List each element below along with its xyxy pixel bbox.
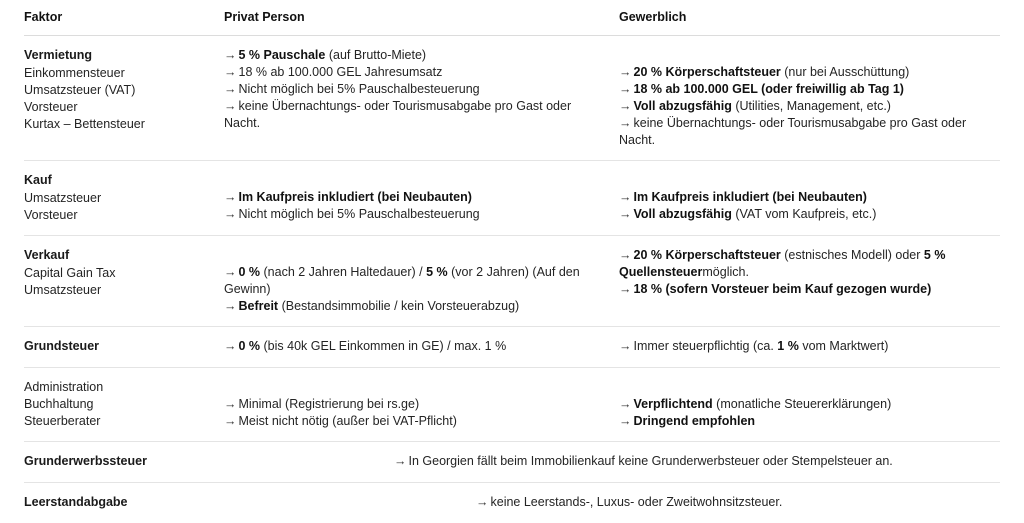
- bullet-bold: 20 % Körperschaftsteuer: [633, 65, 781, 79]
- arrow-icon: →: [619, 116, 632, 130]
- row-gewerblich-cell: [619, 47, 1000, 149]
- factor-title: Verkauf: [24, 248, 70, 262]
- row-gewerblich-cell: [619, 379, 1000, 430]
- bullet-bold: 5 % Pauschale: [238, 48, 326, 62]
- bullet-line: [619, 206, 1000, 223]
- table-header-row: [24, 0, 1000, 36]
- row-gewerblich-cell: [619, 338, 1000, 355]
- factor-title: Grundsteuer: [24, 339, 100, 353]
- bullet-bold: 0 %: [238, 339, 261, 353]
- bullet-bold: Im Kaufpreis inkludiert (bei Neubauten): [238, 190, 472, 204]
- bullet-bold: Voll abzugsfähig: [633, 207, 732, 221]
- bullet-line: [394, 453, 1000, 470]
- bullet-text: 18 % ab 100.000 GEL Jahresumsatz: [238, 65, 443, 79]
- arrow-icon: →: [224, 82, 237, 96]
- factor-line: Administration: [24, 380, 104, 394]
- arrow-icon: →: [619, 248, 632, 262]
- bullet-line: [476, 494, 1000, 511]
- arrow-icon: →: [224, 65, 237, 79]
- bullet-bold: 20 % Körperschaftsteuer: [633, 248, 781, 262]
- arrow-icon: →: [224, 339, 237, 353]
- arrow-icon: →: [224, 414, 237, 428]
- arrow-icon: →: [394, 454, 407, 468]
- arrow-icon: →: [224, 397, 237, 411]
- bullet-line: [619, 98, 1000, 115]
- bullet-line: [224, 298, 603, 315]
- bullet-bold: 18 % (sofern Vorsteuer beim Kauf gezogen wurde): [633, 282, 932, 296]
- bullet-text: (nur bei Ausschüttung): [780, 65, 910, 79]
- bullet-text: (VAT vom Kaufpreis, etc.): [731, 207, 877, 221]
- bullet-bold: Verpflichtend: [633, 397, 713, 411]
- bullet-text: möglich.: [702, 265, 749, 279]
- bullet-line: [224, 338, 603, 355]
- factor-line: Einkommensteuer: [24, 66, 125, 80]
- arrow-icon: →: [224, 99, 237, 113]
- row-gewerblich-cell: [619, 172, 1000, 223]
- row-gewerblich-cell: [619, 247, 1000, 298]
- bullet-text: keine Übernachtungs- oder Tourismusabgabe pro Gast oder Nacht.: [224, 99, 572, 130]
- bullet-text: Nicht möglich bei 5% Pauschalbesteuerung: [238, 207, 480, 221]
- bullet-line: [619, 189, 1000, 206]
- factor-line: Capital Gain Tax: [24, 266, 116, 280]
- bullet-bold: Quellensteuer: [619, 265, 703, 279]
- row-privat-cell: [224, 379, 619, 430]
- row-privat-cell: [224, 47, 619, 132]
- row-wide-cell: [224, 453, 1000, 470]
- bullet-bold-2: 1 %: [777, 339, 799, 353]
- arrow-icon: →: [619, 397, 632, 411]
- row-privat-cell: [224, 172, 619, 223]
- bullet-line: [224, 396, 603, 413]
- bullet-text: keine Leerstands-, Luxus- oder Zweitwohnsitzsteuer.: [490, 495, 783, 509]
- bullet-text: Meist nicht nötig (außer bei VAT-Pflicht): [238, 414, 457, 428]
- bullet-line: [619, 338, 1000, 355]
- table-row: [24, 161, 1000, 236]
- table-row: [24, 327, 1000, 368]
- arrow-icon: →: [224, 48, 237, 62]
- row-factor-cell: [24, 379, 224, 430]
- table-row: [24, 442, 1000, 483]
- bullet-bold: 18 % ab 100.000 GEL (oder freiwillig ab Tag 1): [633, 82, 904, 96]
- bullet-text: keine Übernachtungs- oder Tourismusabgabe pro Gast oder Nacht.: [619, 116, 967, 147]
- bullet-line: [619, 247, 1000, 264]
- bullet-line: [224, 413, 603, 430]
- bullet-text: (monatliche Steuererklärungen): [712, 397, 892, 411]
- column-header-factor: Faktor: [24, 10, 63, 24]
- column-header-gewerblich: Gewerblich: [619, 10, 687, 24]
- row-factor-cell: [24, 453, 224, 471]
- table-row: [24, 368, 1000, 442]
- bullet-line: [224, 206, 603, 223]
- factor-title: Vermietung: [24, 48, 93, 62]
- bullet-line: [619, 396, 1000, 413]
- factor-line: Vorsteuer: [24, 100, 78, 114]
- column-header-privat: Privat Person: [224, 10, 305, 24]
- arrow-icon: →: [619, 99, 632, 113]
- row-factor-cell: [24, 338, 224, 356]
- arrow-icon: →: [224, 265, 237, 279]
- arrow-icon: →: [224, 207, 237, 221]
- bullet-bold: 0 %: [238, 265, 261, 279]
- bullet-bold-2: 5 %: [426, 265, 448, 279]
- bullet-text: Minimal (Registrierung bei rs.ge): [238, 397, 420, 411]
- arrow-icon: →: [619, 207, 632, 221]
- bullet-bold-2: 5 %: [923, 248, 946, 262]
- bullet-line: [224, 264, 603, 298]
- factor-line: Kurtax – Bettensteuer: [24, 117, 145, 131]
- table-row: [24, 36, 1000, 161]
- row-factor-cell: [24, 494, 224, 512]
- bullet-text-2: vom Marktwert): [798, 339, 889, 353]
- bullet-line: [619, 115, 1000, 149]
- bullet-line: [224, 64, 603, 81]
- bullet-bold: Dringend empfohlen: [633, 414, 756, 428]
- arrow-icon: →: [619, 339, 632, 353]
- arrow-icon: →: [224, 299, 237, 313]
- arrow-icon: →: [619, 282, 632, 296]
- arrow-icon: →: [619, 82, 632, 96]
- bullet-line: [619, 281, 1000, 298]
- table-row: [24, 236, 1000, 327]
- bullet-bold: Voll abzugsfähig: [633, 99, 732, 113]
- factor-title: Leerstandabgabe: [24, 495, 128, 509]
- bullet-text: In Georgien fällt beim Immobilienkauf keine Grunderwerbsteuer oder Stempelsteuer an.: [408, 454, 893, 468]
- bullet-bold: Befreit: [238, 299, 279, 313]
- row-factor-cell: [24, 47, 224, 133]
- bullet-line: [224, 81, 603, 98]
- bullet-text: Nicht möglich bei 5% Pauschalbesteuerung: [238, 82, 480, 96]
- bullet-line: [224, 47, 603, 64]
- bullet-text: (estnisches Modell) oder: [780, 248, 924, 262]
- bullet-line: [619, 64, 1000, 81]
- arrow-icon: →: [619, 190, 632, 204]
- row-wide-cell: [224, 494, 1000, 511]
- bullet-text: (Utilities, Management, etc.): [731, 99, 891, 113]
- bullet-line: [619, 413, 1000, 430]
- bullet-text-2: (vor 2 Jahren) (Auf den Gewinn): [224, 265, 580, 296]
- arrow-icon: →: [224, 190, 237, 204]
- bullet-text: (nach 2 Jahren Haltedauer) /: [260, 265, 427, 279]
- factor-title: Kauf: [24, 173, 52, 187]
- row-privat-cell: [224, 247, 619, 315]
- bullet-text: (Bestandsimmobilie / kein Vorsteuerabzug): [278, 299, 520, 313]
- factor-line: Umsatzsteuer (VAT): [24, 83, 136, 97]
- factor-line: Buchhaltung: [24, 397, 94, 411]
- factor-line: Steuerberater: [24, 414, 101, 428]
- factor-line: Umsatzsteuer: [24, 191, 102, 205]
- row-factor-cell: [24, 247, 224, 299]
- bullet-line: [224, 98, 603, 132]
- factor-line: Umsatzsteuer: [24, 283, 102, 297]
- bullet-text: (bis 40k GEL Einkommen in GE) / max. 1 %: [260, 339, 507, 353]
- arrow-icon: →: [619, 414, 632, 428]
- row-privat-cell: [224, 338, 619, 355]
- bullet-line: [619, 81, 1000, 98]
- bullet-bold: Im Kaufpreis inkludiert (bei Neubauten): [633, 190, 867, 204]
- bullet-text: (auf Brutto-Miete): [325, 48, 427, 62]
- bullet-text: Immer steuerpflichtig (ca.: [633, 339, 778, 353]
- arrow-icon: →: [476, 495, 489, 509]
- row-factor-cell: [24, 172, 224, 224]
- table-row: [24, 483, 1000, 523]
- bullet-line: [619, 264, 1000, 281]
- factor-title: Grunderwerbssteuer: [24, 454, 147, 468]
- factor-line: Vorsteuer: [24, 208, 78, 222]
- arrow-icon: →: [619, 65, 632, 79]
- bullet-line: [224, 189, 603, 206]
